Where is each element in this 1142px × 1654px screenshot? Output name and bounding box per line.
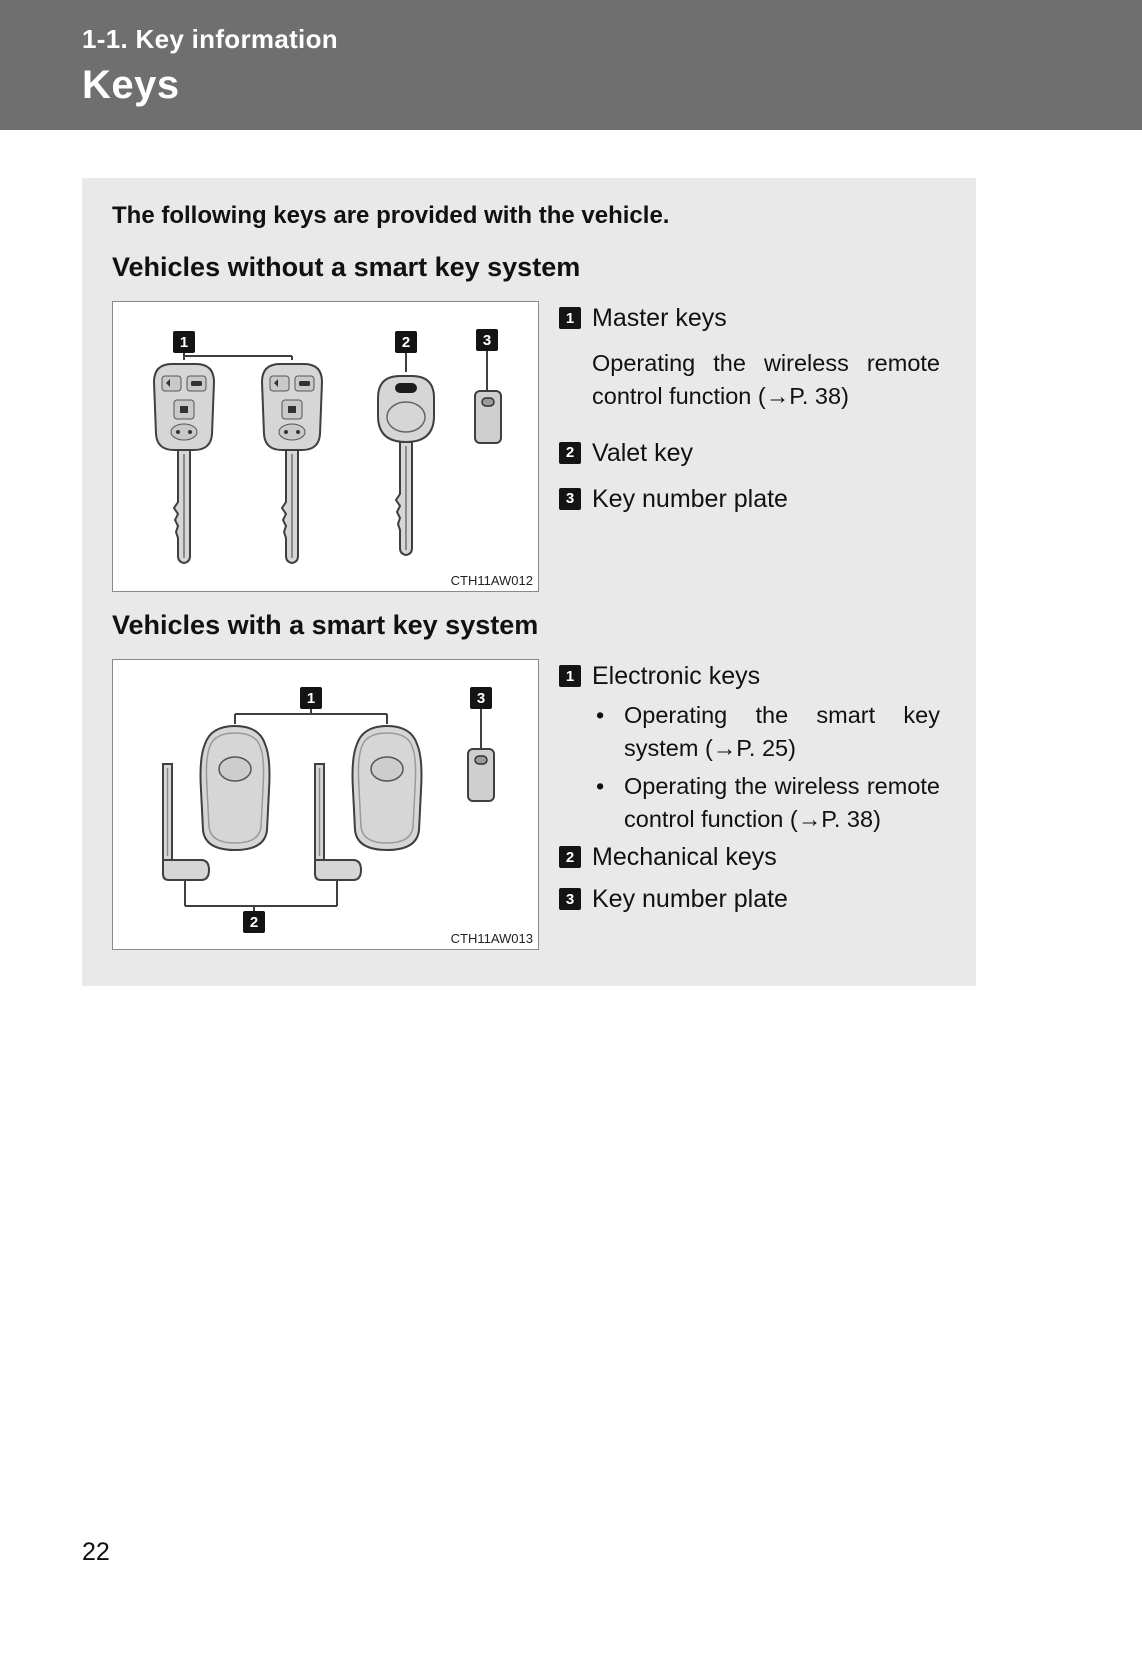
figure-badge-1: 1 xyxy=(173,331,195,353)
item-label: Mechanical keys xyxy=(592,843,777,872)
section-row xyxy=(112,659,940,950)
item-badge: 1 xyxy=(559,665,581,687)
item-label: Key number plate xyxy=(592,484,788,513)
item-badge: 1 xyxy=(559,307,581,329)
bullet-text: Operating the wireless remote control function (→P. 38) xyxy=(624,772,940,833)
item-badge: 2 xyxy=(559,442,581,464)
figure-badge-1: 1 xyxy=(300,687,322,709)
figure-badge-2: 2 xyxy=(395,331,417,353)
item-badge: 3 xyxy=(559,488,581,510)
legend-item-valet-key xyxy=(559,438,940,468)
legend-item-electronic-keys xyxy=(559,661,940,691)
legend-item-master-keys xyxy=(559,303,940,333)
bullet-marker: • xyxy=(596,772,605,799)
item-badge: 3 xyxy=(559,888,581,910)
section-row xyxy=(112,301,940,592)
legend-conventional xyxy=(539,301,940,514)
figure-caption: CTH11AW012 xyxy=(450,573,533,588)
figure-badge-3: 3 xyxy=(470,687,492,709)
figure-keys-conventional xyxy=(112,301,539,592)
bullet-text: Operating the smart key system (→P. 25) xyxy=(624,702,940,762)
page-header xyxy=(0,0,1142,130)
item-description: Operating the wireless remote control function (→P. 38) xyxy=(592,350,940,410)
figure-badge-2: 2 xyxy=(243,911,265,933)
page-number: 22 xyxy=(82,1538,110,1566)
item-label: Electronic keys xyxy=(592,662,761,690)
legend-item-key-number-plate xyxy=(559,884,940,914)
item-badge: 2 xyxy=(559,846,581,868)
content-panel xyxy=(82,178,976,986)
figure-badge-3: 3 xyxy=(476,329,498,351)
bullet-item xyxy=(596,699,940,766)
chapter-label: 1-1. Key information xyxy=(82,24,338,54)
bullet-item xyxy=(596,770,940,837)
legend-item-mechanical-keys xyxy=(559,842,940,872)
section-heading-smart-key: Vehicles with a smart key system xyxy=(112,610,539,640)
page-title: Keys xyxy=(82,63,180,107)
intro-text: The following keys are provided with the vehicle. xyxy=(112,202,670,229)
figure-keys-smart xyxy=(112,659,539,950)
item-label: Valet key xyxy=(592,438,693,467)
figure-caption: CTH11AW013 xyxy=(450,931,533,946)
legend-item-key-number-plate xyxy=(559,484,940,514)
item-label: Master keys xyxy=(592,304,727,332)
section-smart-key xyxy=(112,610,940,950)
section-no-smart-key xyxy=(112,252,940,592)
legend-smart xyxy=(539,659,940,914)
item-label: Key number plate xyxy=(592,885,788,914)
electronic-keys-bullets xyxy=(596,699,940,836)
bullet-marker: • xyxy=(596,702,605,728)
section-heading-no-smart-key: Vehicles without a smart key system xyxy=(112,252,581,282)
